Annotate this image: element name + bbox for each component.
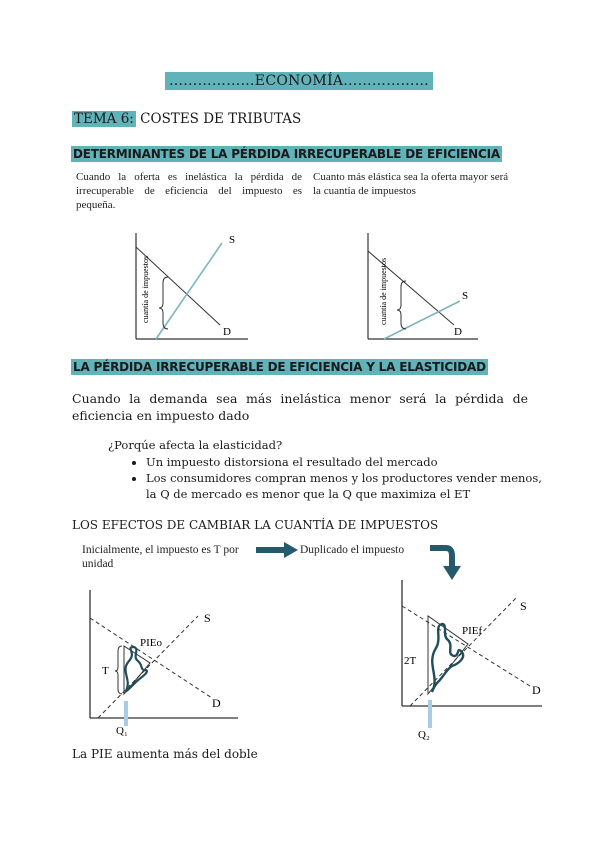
tax-brace bbox=[115, 646, 122, 694]
demand-label: D bbox=[454, 326, 462, 338]
pie-scribble bbox=[432, 624, 463, 692]
demand-label: D bbox=[212, 696, 221, 710]
tema-title: COSTES DE TRIBUTAS bbox=[135, 111, 302, 127]
supply-label: S bbox=[462, 290, 469, 302]
supply-curve bbox=[156, 243, 222, 339]
tax-label: T bbox=[102, 665, 109, 677]
caption-inelastic: Cuando la oferta es inelástica la pérdida de irrecuperable de eficiencia del impuesto es pequeña. bbox=[76, 171, 302, 211]
section-heading-cuantia: LOS EFECTOS DE CAMBIAR LA CUANTÍA DE IMPUESTOS bbox=[72, 518, 439, 532]
supply-label: S bbox=[520, 599, 527, 613]
section-heading-elasticidad: LA PÉRDIDA IRRECUPERABLE DE EFICIENCIA Y LA ELASTICIDAD bbox=[73, 360, 486, 374]
tax-label: cuantía de impuestos bbox=[379, 257, 388, 325]
tax-label: 2T bbox=[404, 655, 417, 667]
pie-label: PIEf bbox=[462, 625, 483, 637]
initial-tax-text: Inicialmente, el impuesto es T por unidad bbox=[82, 544, 239, 570]
supply-label: S bbox=[204, 611, 211, 625]
demand-label: D bbox=[532, 683, 541, 697]
graph-tax-2T bbox=[390, 576, 550, 742]
list-item: • Los consumidores compran menos y los productores vender menos, la Q de mercado es menor que la Q que maximiza el ET bbox=[146, 470, 548, 502]
graph-tax-T bbox=[80, 586, 240, 736]
demand-label: D bbox=[223, 326, 231, 338]
caption-elastic: Cuanto más elástica sea la oferta mayor será la cuantía de impuestos bbox=[313, 171, 509, 197]
doubled-tax-text: Duplicado el impuesto bbox=[300, 544, 405, 556]
tax-label: cuantía de impuestos bbox=[141, 255, 150, 323]
supply-label: S bbox=[229, 234, 236, 246]
supply-curve bbox=[98, 616, 198, 718]
section-heading-determinantes: DETERMINANTES DE LA PÉRDIDA IRRECUPERABLE DE EFICIENCIA bbox=[73, 147, 500, 161]
tax-brace bbox=[159, 277, 168, 329]
quantity-label: Q₂ bbox=[418, 729, 430, 741]
conclusion-text: La PIE aumenta más del doble bbox=[72, 747, 258, 761]
list-item: • Un impuesto distorsiona el resultado del mercado bbox=[146, 454, 548, 470]
tema-number: TEMA 6: bbox=[74, 111, 134, 127]
graph-inelastic-supply bbox=[120, 225, 250, 343]
elasticity-paragraph: Cuando la demanda sea más inelástica menor será la pérdida de eficiencia en impuesto dado bbox=[72, 391, 528, 423]
demand-curve bbox=[90, 618, 212, 698]
page-title: ………………ECONOMÍA……………… bbox=[165, 72, 433, 90]
arrow-right-icon bbox=[254, 541, 300, 559]
tema-heading bbox=[72, 111, 301, 127]
quantity-label: Q₁ bbox=[116, 725, 128, 736]
elasticity-bullets bbox=[128, 454, 548, 502]
tax-brace bbox=[397, 281, 406, 329]
graph-elastic-supply bbox=[350, 225, 480, 343]
pie-label: PIEo bbox=[140, 637, 162, 649]
elasticity-question: ¿Porqúe afecta la elasticidad? bbox=[108, 438, 283, 452]
